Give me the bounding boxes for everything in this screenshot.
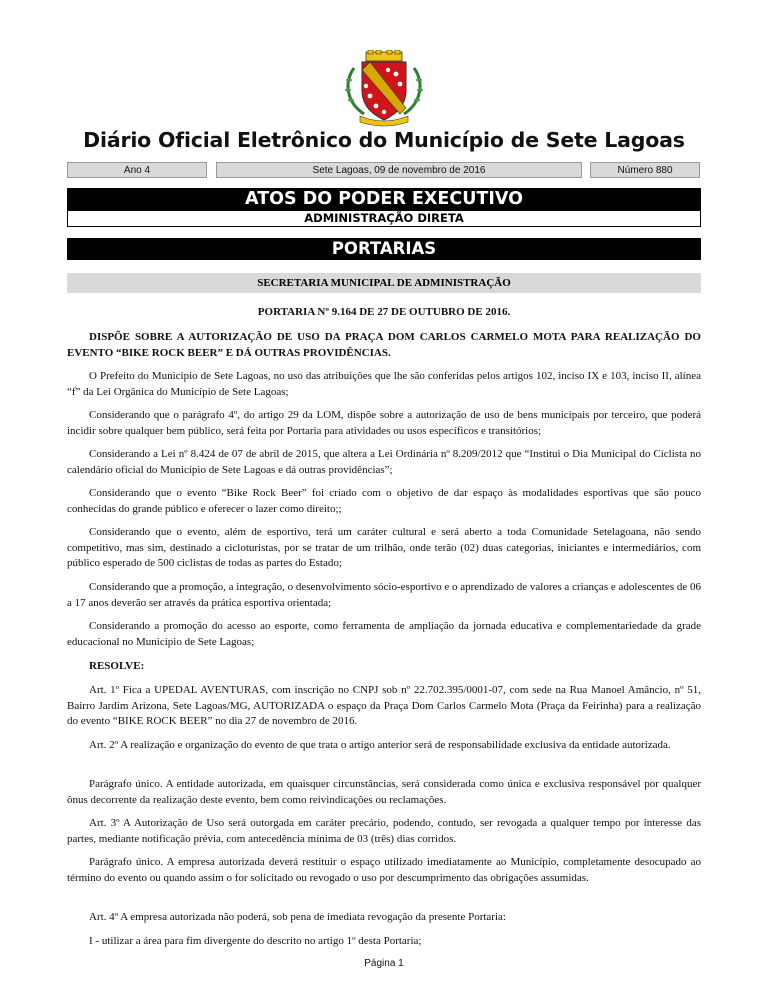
edition-date: Sete Lagoas, 09 de novembro de 2016 [216,162,582,178]
portaria-title: PORTARIA Nº 9.164 DE 27 DE OUTUBRO DE 2016. [257,306,511,318]
section-heading-acts: ATOS DO PODER EXECUTIVO [67,188,701,210]
paragraph-considerando-1: Considerando que o parágrafo 4º, do artigo 29 da LOM, dispõe sobre a autorização de uso de bens municipais por terceiro, que poderá incidir sobre qualquer bem público, será feita por Portaria para atividades ou usos específicos e transitórios; [67,409,701,437]
section-subheading-admin: ADMINISTRAÇÃO DIRETA [67,210,701,227]
paragraph-considerando-6: Considerando a promoção do acesso ao esporte, como ferramenta de ampliação da jornada educativa e complementariedade da grade educacional no Município de Sete Lagoas; [67,620,701,648]
article-3-paragraph: Parágrafo único. A empresa autorizada deverá restituir o espaço utilizado imediatamente ao Município, completamente desocupado ao término do evento ou quando assim o for solicitado ou revogado o uso por descumprimento das obrigações assumidas. [67,856,701,884]
page-number: Página 1 [364,958,404,969]
resolve-heading: RESOLVE: [89,660,145,672]
edition-year: Ano 4 [67,162,207,178]
article-2-paragraph: Parágrafo único. A entidade autorizada, em quaisquer circunstâncias, será considerada como única e exclusiva responsável por qualquer ônus decorrente da realização deste evento, bem como reivindicações ou reclamações. [67,778,701,806]
article-4-item-1: I - utilizar a área para fim divergente do descrito no artigo 1º desta Portaria; [89,935,422,947]
paragraph-considerando-5: Considerando que a promoção, a integração, o desenvolvimento sócio-esportivo e o aprendizado de valores a crianças e adolescentes de 06 a 17 anos deverão ser através da prática esportiva orientada; [67,581,701,609]
section-heading-portarias: PORTARIAS [67,238,701,260]
article-3: Art. 3º A Autorização de Uso será outorgada em caráter precário, podendo, contudo, ser revogada a qualquer tempo por interesse das partes, mediante notificação prévia, com antecedência mínima de 03 (três) dias corridos. [67,817,701,845]
article-1: Art. 1º Fica a UPEDAL AVENTURAS, com inscrição no CNPJ sob nº 22.702.395/0001-07, com sede na Rua Manoel Amâncio, nº 51, Bairro Jardim Arizona, Sete Lagoas/MG, AUTORIZADA o espaço da Praça Dom Carlos Carmelo Mota (Praça da Feirinha) para a realização do evento “BIKE ROCK BEER” no dia 27 de novembro de 2016. [67,684,701,727]
article-2: Art. 2º A realização e organização do evento de que trata o artigo anterior será de responsabilidade exclusiva da entidade autorizada. [89,739,671,751]
paragraph-considerando-4: Considerando que o evento, além de esportivo, terá um caráter cultural e será aberto a toda Comunidade Setelagoana, não sendo competitivo, mas sim, destinado a cicloturistas, por se tratar de um trilhão, onde terão (02) duas categorias, iniciantes e intermediários, com público esperado de 500 ciclistas de todas as partes do Estado; [67,526,701,569]
portaria-ementa: DISPÕE SOBRE A AUTORIZAÇÃO DE USO DA PRAÇA DOM CARLOS CARMELO MOTA PARA REALIZAÇÃO DO EVENTO “BIKE ROCK BEER” E DÁ OUTRAS PROVIDÊNCIAS. [67,331,701,359]
edition-number: Número 880 [590,162,700,178]
journal-title: Diário Oficial Eletrônico do Município de Sete Lagoas [83,128,685,152]
paragraph-considerando-2: Considerando a Lei nº 8.424 de 07 de abril de 2015, que altera a Lei Ordinária nº 8.209/2012 que “Institui o Dia Municipal do Ciclista no calendário oficial do Município de Sete Lagoas e dá outras providências”; [67,448,701,476]
paragraph-preamble: O Prefeito do Município de Sete Lagoas, no uso das atribuições que lhe são conferidas pelos artigos 102, inciso IX e 103, inciso II, alínea “f” da Lei Orgânica do Município de Sete Lagoas; [67,370,701,398]
coat-of-arms-icon [340,50,428,128]
article-4: Art. 4º A empresa autorizada não poderá, sob pena de imediata revogação da presente Portaria: [89,911,506,923]
paragraph-considerando-3: Considerando que o evento “Bike Rock Beer” foi criado com o objetivo de dar espaço às modalidades esportivas que são pouco conhecidas do grande público e oferecer o lazer como direito;; [67,487,701,515]
secretaria-heading: SECRETARIA MUNICIPAL DE ADMINISTRAÇÃO [67,273,701,293]
